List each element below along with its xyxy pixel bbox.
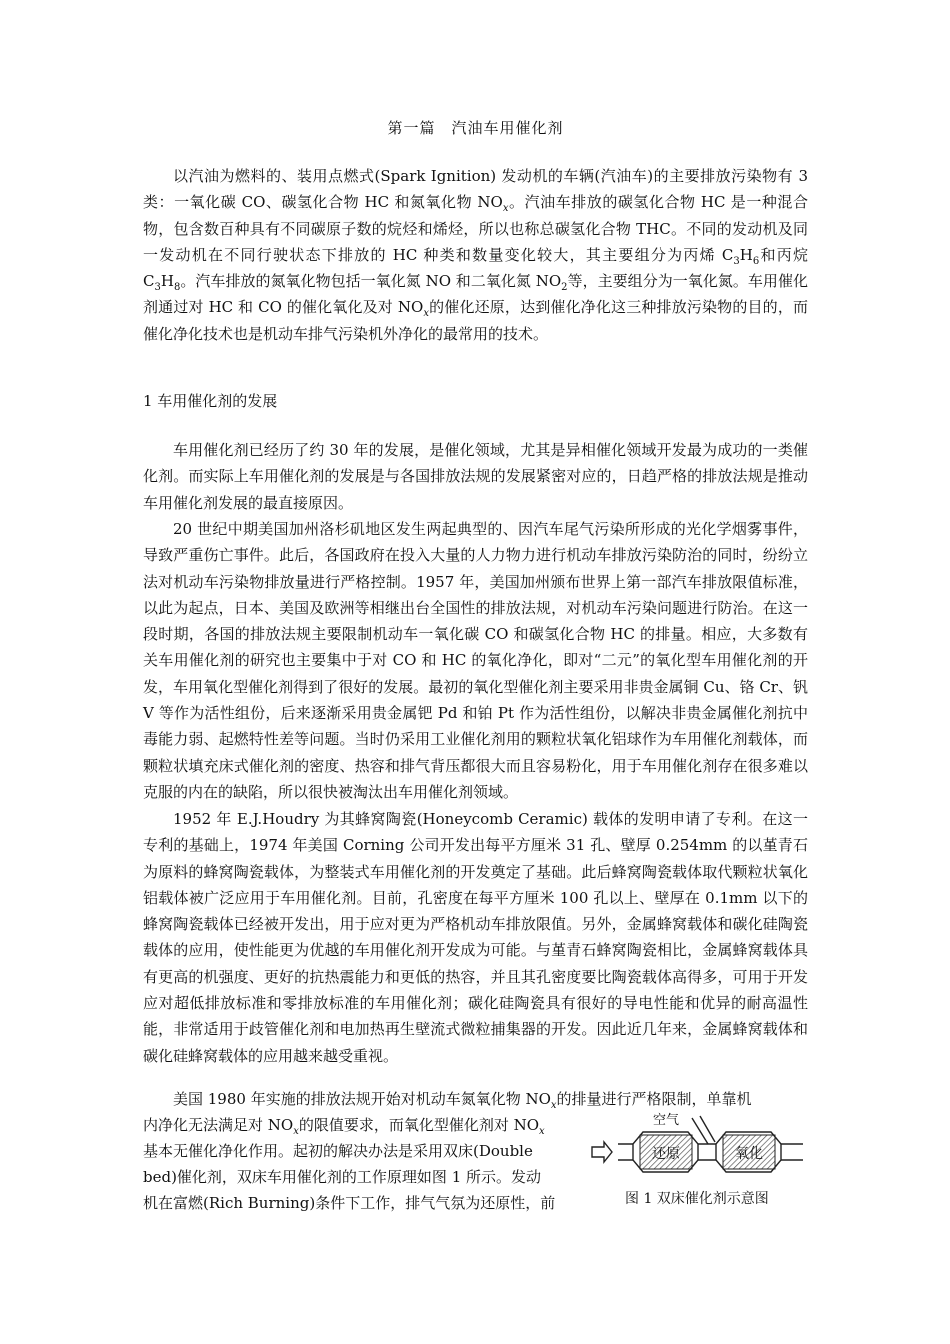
paragraph-4-line-4: bed)催化剂，双床车用催化剂的工作原理如图 1 所示。发动 [143,1168,542,1186]
paragraph-4-line-5: 机在富燃(Rich Burning)条件下工作，排气气氛为还原性，前 [143,1194,556,1212]
sub-3: 3 [733,255,740,267]
paragraph-3: 1952 年 E.J.Houdry 为其蜂窝陶瓷(Honeycomb Ceramic) 载体的发明申请了专利。在这一专利的基础上，1974 年美国 Corning 公司开发出每平方厘米 31 孔、壁厚 0.254mm 的以堇青石为原料的蜂窝陶瓷载体，为整装式车用催化剂的开发奠定了基础。此后蜂窝陶瓷载体取代颗粒状氧化铝载体被广泛应用于车用催化剂。目前，孔密度在每平方厘米 100 孔以上、壁厚在 0.1mm 以下的蜂窝陶瓷载体已经被开发出，用于应对更为严格机动车排放限值。另外，金属蜂窝载体和碳化硅陶瓷载体的应用，使性能更为优越的车用催化剂开发成为可能。与堇青石蜂窝陶瓷相比，金属蜂窝载体具有更高的机强度、更好的抗热震能力和更低的热容，并且其孔密度要比陶瓷载体高得多，可用于开发应对超低排放标准和零排放标准的车用催化剂；碳化硅陶瓷具有很好的导电性能和优异的耐高温性能，非常适用于歧管催化剂和电加热再生壁流式微粒捕集器的开发。因此近几年来，金属蜂窝载体和碳化硅蜂窝载体的应用越来越受重视。 [143,810,808,1065]
sub-3b: 3 [154,282,161,294]
sub-6: 6 [752,255,760,267]
intro-text-2: 。汽油车排放的碳氢化合物 HC 是一种混合物，包含数百种具有不同碳原子数的烷烃和烯烃，所以也称总碳氢化合物 THC。不同的发动机及同一发动机在不同行驶状态下排放的 HC 种类和数量变化较大，其主要组分为丙烯 C [143,193,808,264]
intro-paragraph: 以汽油为燃料的、装用点燃式(Spark Ignition) 发动机的车辆(汽油车)的主要排放污染物有 3 类：一氧化碳 CO、碳氢化合物 HC 和氮氧化物 $NO_x$。汽油车排放的碳氢化合物 HC 是一种混合物，包含数百种具有不同碳原子数的烷烃和烯烃，所以也称总碳氢化合物 THC。不同的发动机及同一发动机在不同行驶状态下排放的 HC 种类和数量变化较大，其主要组分为丙烯 $C_3H_6$和丙烷 $C_3H_8$。汽车排放的氮氧化物包括一氧化氮 NO 和二氧化氮 $NO_2$等，主要组分为一氧化氮。车用催化剂通过对 HC 和 CO 的催化氧化及对 $NO_x$的催化还原，达到催化净化这三种排放污染物的目的，而催化净化技术也是机动车排气污染机外净化的最常用的技术。 [143,167,808,343]
sub-x-3: x [550,1100,557,1111]
paragraph-4-line-2 [143,1112,578,1138]
reduction-label: 还原 [652,1147,680,1162]
intro-text-5: 等，主要组分为一氧化氮。车用催化剂通过对 HC 和 CO 的催化氧化及对 NO [143,272,808,317]
intro-text-6: 的催化还原，达到催化净化这三种排放污染物的目的，而催化净化技术也是机动车排气污染机外净化的最常用的技术。 [143,298,808,343]
sub-x: x [502,203,509,215]
oxidation-label: 氧化 [735,1147,763,1162]
p4-text-a: 美国 1980 年实施的排放法规开始对机动车氮氧化物 NO [173,1090,551,1108]
p4-text-d: 的限值要求，而氧化型催化剂对 NO [298,1116,540,1134]
air-label: 空气 [653,1112,680,1127]
sub-2: 2 [561,282,568,294]
page-title: 第一篇 汽油车用催化剂 [387,119,564,137]
section-heading: 1 车用催化剂的发展 [143,392,278,410]
figure-caption: 图 1 双床催化剂示意图 [625,1191,769,1207]
sub-x-4: x [293,1126,299,1137]
sub-8: 8 [173,282,181,294]
p4-text-c: 内净化无法满足对 NO [143,1116,294,1134]
sub-x-2: x [423,308,429,320]
intro-text-3: 和丙烷 C [143,245,808,291]
p4-text-b: 的排量进行严格限制，单靠机 [556,1090,752,1108]
paragraph-1: 车用催化剂已经历了约 30 年的发展，是催化领域，尤其是异相催化领域开发最为成功的一类催化剂。而实际上车用催化剂的发展是与各国排放法规的发展紧密对应的，日趋严格的排放法规是推动车用催化剂发展的最直接原因。 [143,441,808,512]
intro-text-4: 。汽车排放的氮氧化物包括一氧化氮 NO 和二氧化氮 NO [180,272,562,291]
intro-text-1: 以汽油为燃料的、装用点燃式(Spark Ignition) 发动机的车辆(汽油车)的主要排放污染物有 3 类：一氧化碳 CO、碳氢化合物 HC 和氮氧化物 NO [143,167,808,212]
sub-x-5: x [539,1126,545,1137]
paragraph-4-line-1 [143,1086,808,1112]
paragraph-2: 20 世纪中期美国加州洛杉矶地区发生两起典型的、因汽车尾气污染所形成的光化学烟雾事件，导致严重伤亡事件。此后，各国政府在投入大量的人力物力进行机动车排放污染防治的同时，纷纷立法对机动车污染物排放量进行严格控制。1957 年，美国加州颁布世界上第一部汽车排放限值标准，以此为起点，日本、美国及欧洲等相继出台全国性的排放法规，对机动车污染问题进行防治。在这一段时期，各国的排放法规主要限制机动车一氧化碳 CO 和碳氢化合物 HC 的排量。相应，大多数有关车用催化剂的研究也主要集中于对 CO 和 HC 的氧化净化，即对“二元”的氧化型车用催化剂的开发，车用氧化型催化剂得到了很好的发展。最初的氧化型催化剂主要采用非贵金属铜 Cu、铬 Cr、钒 V 等作为活性组份，后来逐渐采用贵金属钯 Pd 和铂 Pt 作为活性组份，以解决非贵金属催化剂抗中毒能力弱、起燃特性差等问题。当时仍采用工业催化剂用的颗粒状氧化铝球作为车用催化剂载体，而颗粒状填充床式催化剂的密度、热容和排气背压都很大而且容易粉化，用于车用催化剂存在很多难以克服的内在的缺陷，所以很快被淘汰出车用催化剂领域。 [143,520,808,801]
inlet-arrow-icon [592,1142,612,1162]
paragraph-4-line-3: 基本无催化净化作用。起初的解决办法是采用双床(Double [143,1142,533,1160]
